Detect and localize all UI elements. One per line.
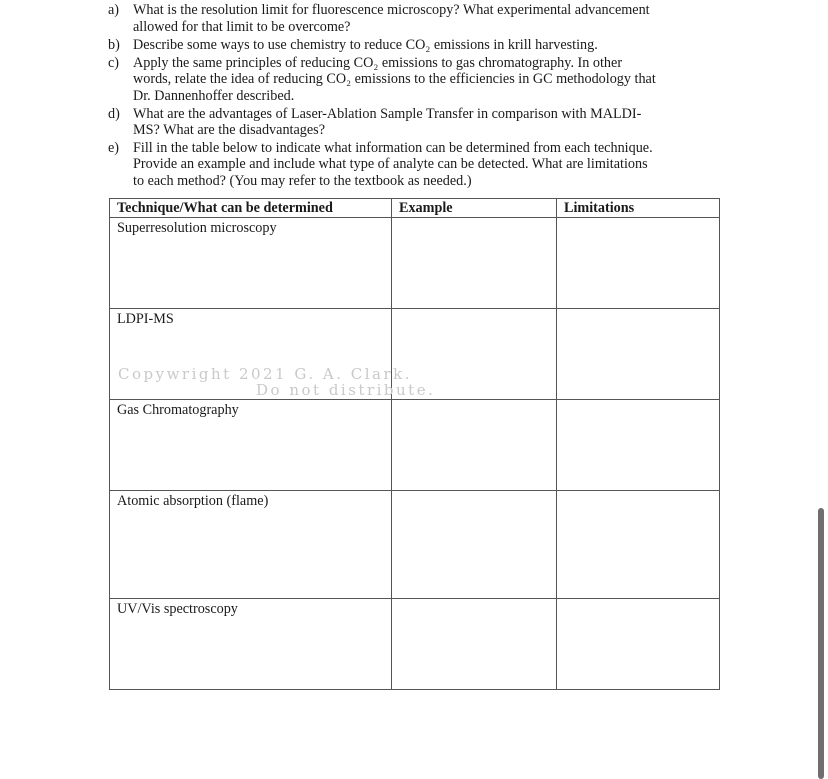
question-letter: d) xyxy=(108,105,120,122)
question-text: MS? What are the disadvantages? xyxy=(133,122,325,139)
example-cell[interactable] xyxy=(392,309,557,400)
question-letter: b) xyxy=(108,37,120,54)
technique-cell: UV/Vis spectroscopy xyxy=(110,599,392,690)
question-text: to each method? (You may refer to the textbook as needed.) xyxy=(133,172,472,189)
header-technique: Technique/What can be determined xyxy=(110,199,392,218)
limitations-cell[interactable] xyxy=(557,309,720,400)
example-cell[interactable] xyxy=(392,400,557,491)
question-e xyxy=(108,140,728,190)
question-text: allowed for that limit to be overcome? xyxy=(133,18,351,35)
limitations-cell[interactable] xyxy=(557,599,720,690)
table-row xyxy=(110,599,720,690)
question-text: Describe some ways to use chemistry to reduce CO₂ emissions in krill harvesting. xyxy=(133,37,598,54)
watermark-line: Copywright 2021 G. A. Clark. xyxy=(118,365,412,383)
limitations-cell[interactable] xyxy=(557,491,720,599)
question-c xyxy=(108,55,728,105)
question-letter: e) xyxy=(108,139,120,156)
example-cell[interactable] xyxy=(392,599,557,690)
example-cell[interactable] xyxy=(392,491,557,599)
example-cell[interactable] xyxy=(392,218,557,309)
technique-table xyxy=(109,198,720,690)
technique-cell: Atomic absorption (flame) xyxy=(110,491,392,599)
watermark-line: Do not distribute. xyxy=(256,381,436,399)
vertical-scrollbar[interactable] xyxy=(818,508,824,779)
question-text: What is the resolution limit for fluorescence microscopy? What experimental advancement xyxy=(133,2,650,18)
table-row xyxy=(110,400,720,491)
question-letter: c) xyxy=(108,54,120,71)
technique-cell: Superresolution microscopy xyxy=(110,218,392,309)
question-text: Provide an example and include what type of analyte can be detected. What are limitations xyxy=(133,156,648,173)
question-b xyxy=(108,37,728,54)
question-d xyxy=(108,106,728,139)
table-row xyxy=(110,491,720,599)
question-text: Fill in the table below to indicate what information can be determined from each technique. xyxy=(133,139,653,156)
table-row xyxy=(110,309,720,400)
technique-cell: LDPI-MS xyxy=(110,309,392,400)
header-example: Example xyxy=(392,199,557,218)
table-header-row xyxy=(110,199,720,218)
question-a xyxy=(108,2,728,35)
question-text: Dr. Dannenhoffer described. xyxy=(133,87,295,104)
question-letter: a) xyxy=(108,2,120,18)
table-row xyxy=(110,218,720,309)
header-limitations: Limitations xyxy=(557,199,720,218)
technique-cell: Gas Chromatography xyxy=(110,400,392,491)
question-text: Apply the same principles of reducing CO₂ emissions to gas chromatography. In other xyxy=(133,54,623,71)
limitations-cell[interactable] xyxy=(557,218,720,309)
question-text: What are the advantages of Laser-Ablation Sample Transfer in comparison with MALDI- xyxy=(133,105,642,122)
limitations-cell[interactable] xyxy=(557,400,720,491)
question-list xyxy=(108,0,728,189)
question-text: words, relate the idea of reducing CO₂ emissions to the efficiencies in GC methodology that xyxy=(133,71,656,88)
